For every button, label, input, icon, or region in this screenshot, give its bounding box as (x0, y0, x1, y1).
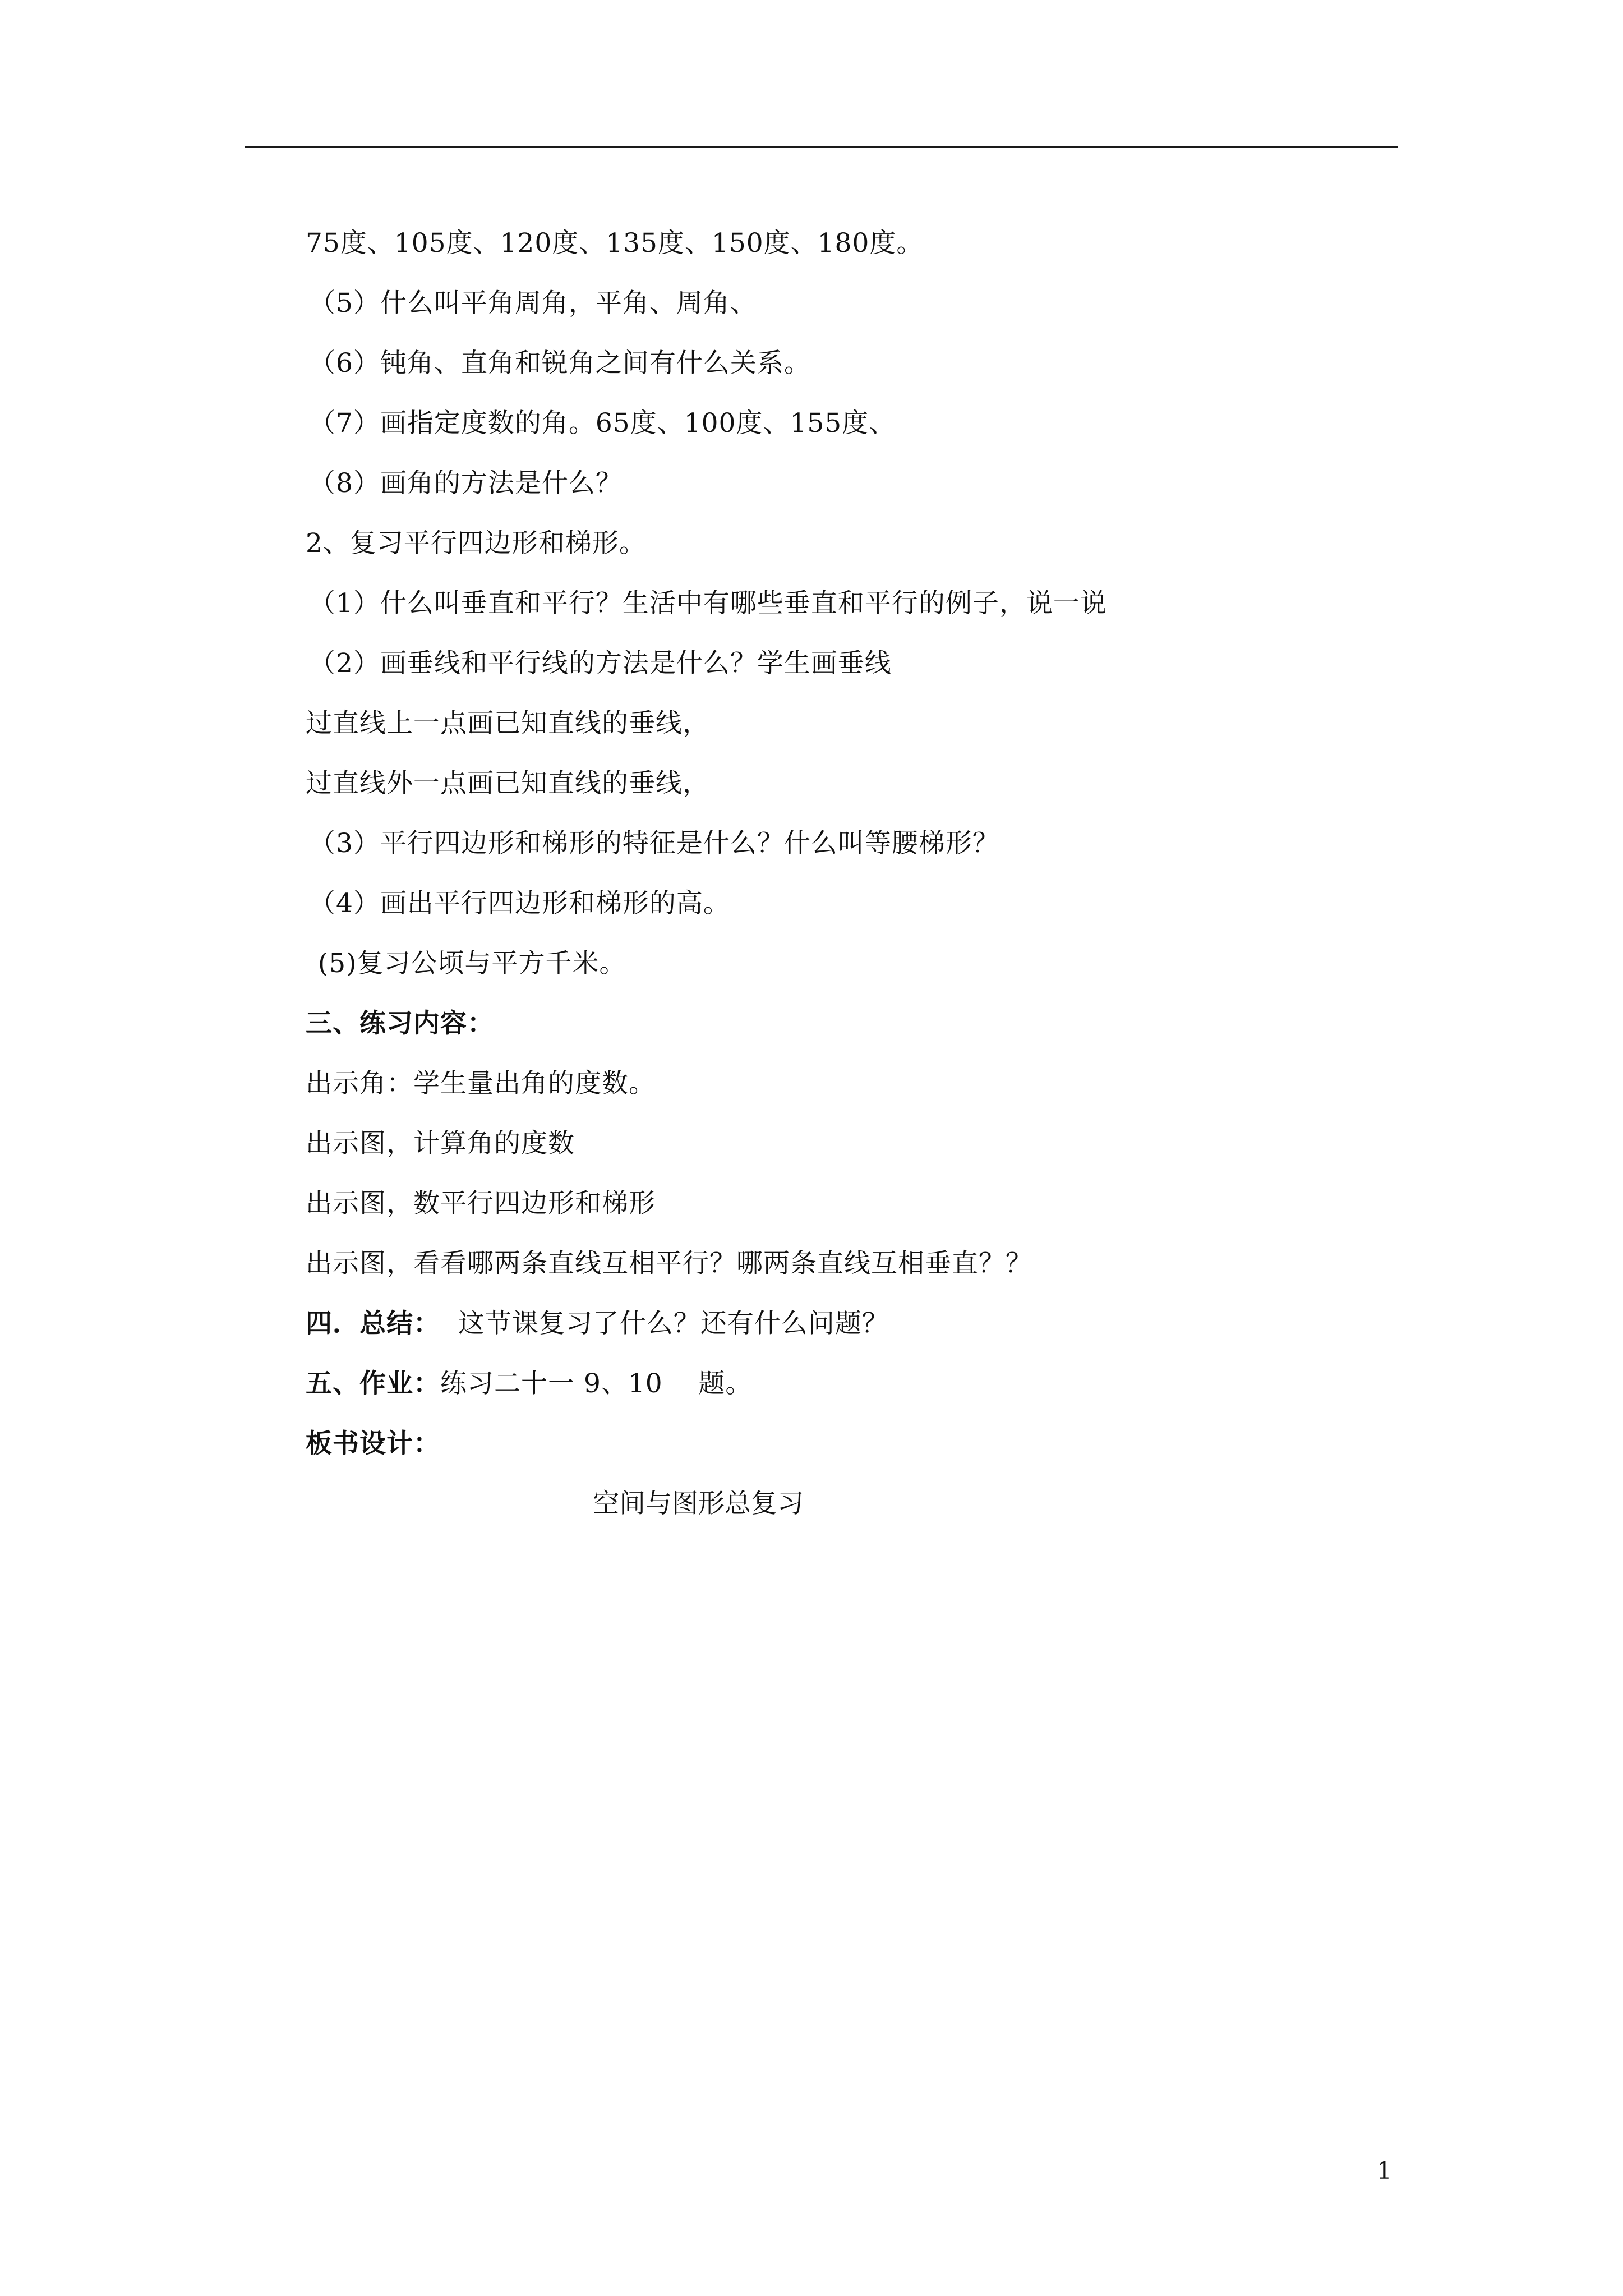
summary-text: 这节课复习了什么？还有什么问题？ (440, 1308, 889, 1339)
text-line: （5）什么叫平角周角，平角、周角、 (309, 288, 757, 319)
text-line: （2）画垂线和平行线的方法是什么？学生画垂线 (309, 648, 892, 679)
text-line: 75度、105度、120度、135度、150度、180度。 (306, 228, 924, 259)
text-line: （4）画出平行四边形和梯形的高。 (309, 888, 730, 919)
header-rule (245, 146, 1398, 148)
text-line: 出示角：学生量出角的度数。 (306, 1068, 656, 1099)
text-line: 出示图，数平行四边形和梯形 (306, 1188, 656, 1219)
board-title: 空间与图形总复习 (593, 1488, 804, 1519)
text-line: （7）画指定度数的角。65度、100度、155度、 (309, 408, 896, 439)
text-line: （3）平行四边形和梯形的特征是什么？什么叫等腰梯形？ (309, 828, 999, 859)
text-line: （8）画角的方法是什么？ (309, 468, 623, 499)
document-body (306, 213, 1398, 1534)
page-number: 1 (1377, 2157, 1392, 2184)
text-line: 过直线外一点画已知直线的垂线， (306, 768, 709, 799)
summary-label: 四．总结： (306, 1308, 440, 1339)
text-line: 过直线上一点画已知直线的垂线， (306, 708, 709, 739)
section-heading: 三、练习内容： (306, 1008, 494, 1039)
text-line: 2、复习平行四边形和梯形。 (306, 528, 646, 559)
text-line: (5)复习公顷与平方千米。 (309, 948, 626, 979)
homework-line (306, 1354, 1398, 1414)
text-line: （6）钝角、直角和锐角之间有什么关系。 (309, 348, 811, 379)
summary-line (306, 1294, 1398, 1354)
text-line: 出示图，看看哪两条直线互相平行？哪两条直线互相垂直？？ (306, 1248, 1032, 1279)
homework-text: 练习二十一 9、10 题。 (440, 1368, 753, 1399)
text-line: 出示图，计算角的度数 (306, 1128, 575, 1159)
text-line: （1）什么叫垂直和平行？生活中有哪些垂直和平行的例子，说一说 (309, 588, 1107, 619)
homework-label: 五、作业： (306, 1368, 440, 1399)
board-design-label: 板书设计： (306, 1428, 440, 1459)
